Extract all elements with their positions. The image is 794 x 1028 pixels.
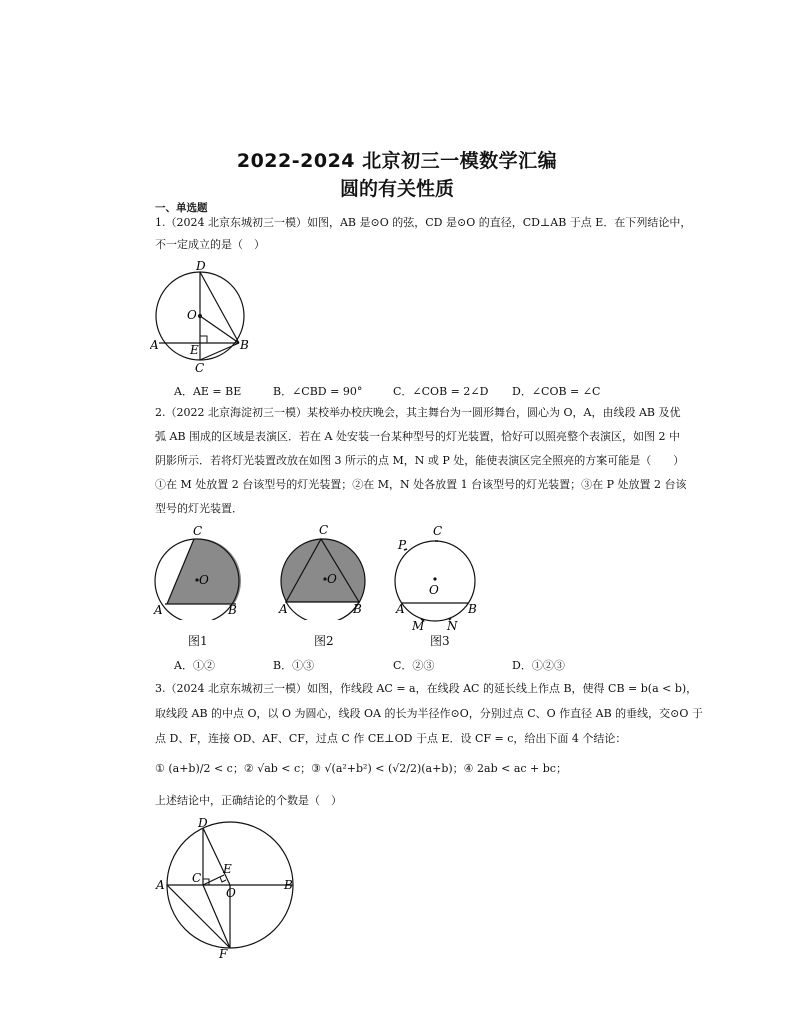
q2-option-b: B．①③ — [273, 659, 315, 672]
q2-fig3-label-m: M — [412, 619, 425, 632]
q3-right-angle-e — [220, 877, 226, 882]
q1-segment-ob — [200, 316, 239, 343]
q2-fig1-label-a: A — [154, 603, 163, 617]
q2-fig3-label-o: O — [429, 583, 439, 597]
q2-fig3-label-b: B — [468, 602, 477, 616]
q1-right-angle — [200, 336, 207, 343]
q1-center-dot — [198, 314, 202, 318]
q2-fig2-label-b: B — [353, 602, 362, 616]
q2-figure-1 — [150, 520, 250, 620]
q3-label-d: D — [198, 816, 208, 830]
q1-option-a: A．AE = BE — [174, 385, 242, 398]
q2-fig1-label-o: O — [199, 573, 209, 587]
q1-text-line1: 1.（2024 北京东城初三一模）如图，AB 是⊙O 的弦，CD 是⊙O 的直径，CD⊥AB 于点 E．在下列结论中， — [155, 216, 692, 229]
q2-text-line5: 型号的灯光装置． — [155, 502, 243, 515]
q2-caption-3: 图3 — [430, 634, 450, 648]
q2-option-a: A．①② — [174, 659, 215, 672]
q2-fig3-center — [433, 577, 436, 580]
q1-label-a: A — [150, 338, 159, 352]
q2-fig2-label-o: O — [327, 572, 337, 586]
q2-fig2-label-c: C — [319, 523, 329, 537]
q3-segment-af — [167, 885, 230, 948]
q3-label-f: F — [219, 947, 228, 960]
q2-caption-1: 图1 — [188, 634, 208, 648]
q2-option-d: D．①②③ — [512, 659, 565, 672]
section-heading: 一、单选题 — [155, 202, 208, 214]
q2-fig2-label-a: A — [279, 602, 288, 616]
q2-fig2-unlit-segment — [286, 602, 359, 620]
q2-caption-2: 图2 — [314, 634, 334, 648]
q2-text-line1: 2.（2022 北京海淀初三一模）某校举办校庆晚会，其主舞台为一圆形舞台，圆心为 O，A，由线段 AB 及优 — [155, 406, 681, 419]
q1-option-d: D．∠COB = ∠C — [512, 385, 601, 398]
q1-figure — [150, 258, 250, 376]
q1-segment-cb — [200, 343, 239, 360]
q2-fig1-label-b: B — [228, 603, 237, 617]
q2-text-line3: 阴影所示．若将灯光装置改放在如图 3 所示的点 M，N 或 P 处，能使表演区完全照亮的方案可能是（ ） — [155, 454, 685, 467]
q3-text-line5: 上述结论中，正确结论的个数是（ ） — [155, 794, 342, 807]
q2-fig3-label-a: A — [396, 602, 405, 616]
q3-conclusions: ① (a+b)/2 < c；② √ab < c；③ √(a²+b²) < (√2/2)(a+b)；④ 2ab < ac + bc； — [155, 762, 567, 775]
q1-label-e: E — [190, 343, 199, 357]
q2-fig1-shaded-region — [167, 539, 241, 604]
q3-text-line1: 3.（2024 北京东城初三一模）如图，作线段 AC = a，在线段 AC 的延长线上作点 B，使得 CB = b(a < b)， — [155, 682, 698, 695]
q2-option-c: C．②③ — [393, 659, 435, 672]
q1-label-b: B — [240, 338, 249, 352]
q2-figure-3 — [390, 520, 490, 632]
q3-label-e: E — [223, 862, 232, 876]
q2-fig3-label-n: N — [447, 619, 458, 632]
q1-segment-db — [200, 272, 239, 343]
q2-text-line2: 弧 AB 围成的区域是表演区．若在 A 处安装一台某种型号的灯光装置，恰好可以照亮整个表演区，如图 2 中 — [155, 430, 680, 443]
q1-label-d: D — [196, 259, 206, 273]
q1-option-c: C．∠COB = 2∠D — [393, 385, 489, 398]
q2-figure-2 — [275, 520, 375, 620]
q1-text-line2: 不一定成立的是（ ） — [155, 238, 265, 251]
q3-text-line2: 取线段 AB 的中点 O，以 O 为圆心，线段 OA 的长为半径作⊙O，分别过点 C、O 作直径 AB 的垂线，交⊙O 于 — [155, 707, 703, 720]
q2-text-line4: ①在 M 处放置 2 台该型号的灯光装置；②在 M，N 处各放置 1 台该型号的灯光装置；③在 P 处放置 2 台该 — [155, 478, 687, 491]
q3-label-a: A — [156, 878, 165, 892]
q3-text-line3: 点 D、F，连接 OD、AF、CF，过点 C 作 CE⊥OD 于点 E．设 CF = c，给出下面 4 个结论： — [155, 732, 627, 745]
q2-fig3-circle — [395, 541, 475, 621]
q2-fig3-ticks — [404, 541, 451, 621]
q2-fig3-label-c: C — [433, 524, 443, 538]
q2-fig3-label-p: P — [398, 538, 407, 552]
q1-label-c: C — [195, 361, 205, 375]
q2-fig1-label-c: C — [193, 524, 203, 538]
q3-segment-od — [203, 828, 230, 885]
page-subtitle: 圆的有关性质 — [339, 178, 454, 200]
q3-label-b: B — [284, 878, 293, 892]
q1-label-o: O — [187, 308, 197, 322]
q3-label-o: O — [226, 886, 236, 900]
q3-figure — [150, 815, 300, 960]
q3-label-c: C — [192, 871, 202, 885]
page-title: 2022-2024 北京初三一模数学汇编 — [236, 150, 558, 172]
q1-option-b: B．∠CBD = 90° — [273, 385, 363, 398]
